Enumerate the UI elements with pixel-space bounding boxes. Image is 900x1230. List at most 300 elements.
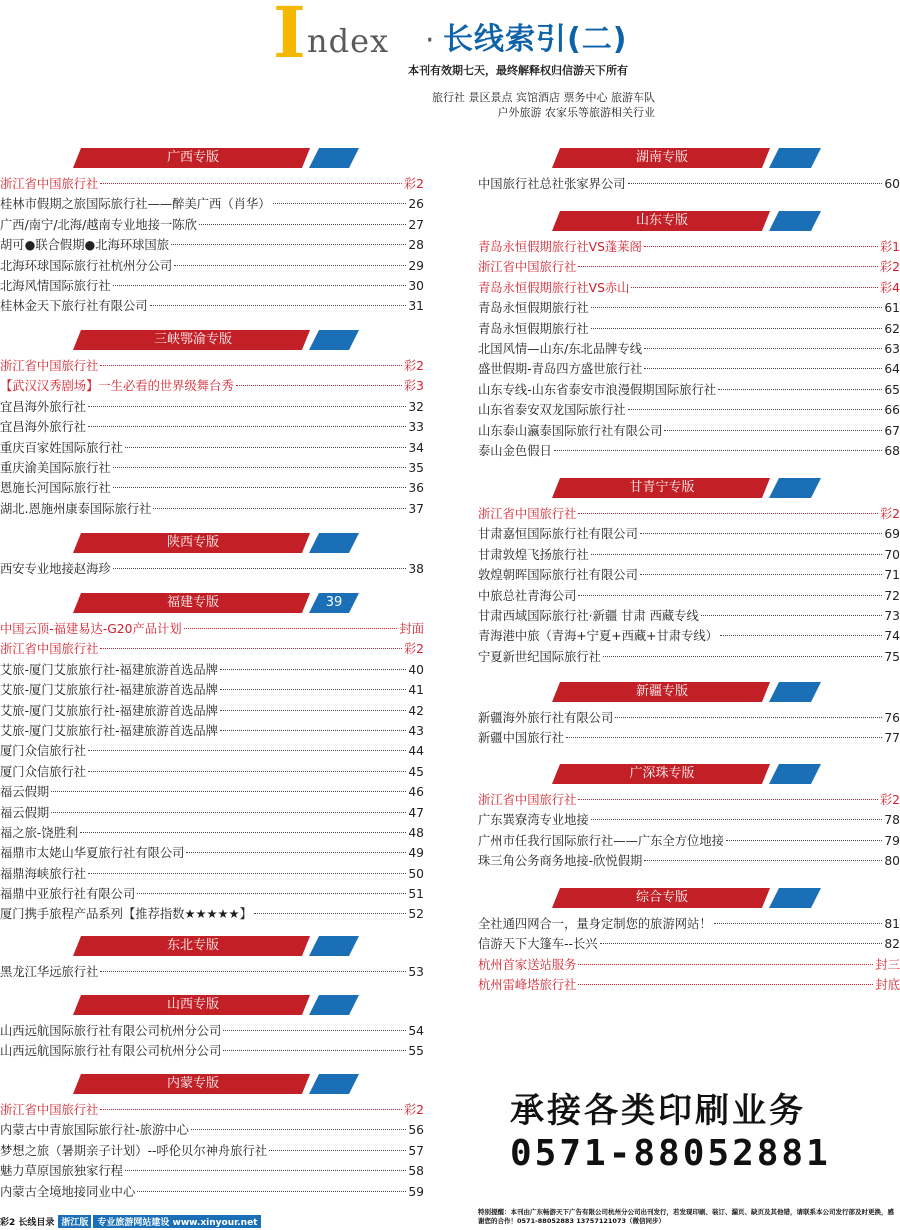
entry-page: 80 (884, 854, 900, 869)
entry-leader-dots (718, 389, 882, 390)
entry-page: 77 (884, 731, 900, 746)
entry-leader-dots (88, 873, 406, 874)
entry-leader-dots (100, 183, 401, 184)
entry-page: 76 (884, 711, 900, 725)
entry-title: 新疆海外旅行社有限公司 (478, 711, 614, 725)
index-entry[interactable] (478, 380, 900, 400)
entry-page: 彩1 (879, 240, 900, 254)
index-entry[interactable] (478, 708, 900, 728)
section-title: 山东专版 (635, 213, 688, 228)
section-banner (478, 478, 900, 498)
entry-page: 82 (884, 937, 900, 952)
entry-page: 33 (408, 420, 424, 435)
entry-page: 彩2 (879, 260, 900, 275)
entry-title: 广州市任我行国际旅行社——广东全方位地接 (478, 833, 724, 848)
entry-title: 厦门携手旅程产品系列【推荐指数★★★★★】 (0, 907, 252, 922)
entry-leader-dots (578, 964, 873, 965)
index-entry[interactable] (478, 647, 900, 667)
entry-title: 珠三角公务商务地接-欣悦假期 (478, 854, 643, 869)
entry-title: 信游天下大篷车--长兴 (478, 937, 598, 952)
entry-leader-dots (726, 840, 882, 841)
banner-blue-tab (309, 936, 359, 956)
banner-blue-tab (769, 682, 821, 702)
section-title: 广深珠专版 (629, 766, 695, 781)
entry-leader-dots (100, 1109, 401, 1110)
entry-leader-dots (153, 508, 406, 509)
entry-title: 魅力草原国旅独家行程 (0, 1164, 123, 1179)
section (0, 1074, 424, 1202)
section-title: 福建专版 (166, 595, 219, 610)
entry-page: 封底 (875, 978, 900, 993)
footer-page-label: 彩2 长线目录 (0, 1217, 55, 1228)
section-banner (478, 682, 900, 702)
entry-page: 彩2 (403, 1103, 424, 1117)
entry-page: 彩2 (403, 359, 424, 373)
entry-title: 厦门众信旅行社 (0, 744, 87, 759)
entry-leader-dots (600, 943, 883, 944)
index-entry[interactable] (0, 376, 424, 396)
entry-title: 北海环球国际旅行社杭州分公司 (0, 258, 173, 273)
entry-title: 艾旅-厦门艾旅旅行社-福建旅游首选品牌 (0, 703, 218, 718)
entry-title: 福鼎海峡旅行社 (0, 866, 87, 881)
section (478, 764, 900, 872)
section-title: 广西专版 (166, 150, 219, 165)
section-banner (478, 211, 900, 231)
entry-leader-dots (220, 710, 406, 711)
entry-page: 彩2 (403, 642, 424, 657)
entry-leader-dots (664, 430, 882, 431)
entry-title: 北海风情国际旅行社 (0, 278, 111, 293)
entry-title: 【武汉汉秀剧场】一生必看的世界级舞台秀 (0, 379, 234, 394)
section-title: 山西专版 (166, 997, 219, 1012)
index-entry[interactable] (0, 559, 424, 579)
entry-leader-dots (236, 385, 402, 386)
entry-leader-dots (88, 750, 406, 751)
logo-dot: · (425, 23, 435, 58)
entry-leader-dots (640, 574, 882, 575)
entry-title: 盛世假期-青岛四方盛世旅行社 (478, 362, 643, 377)
entry-leader-dots (88, 771, 406, 772)
banner-blue-tab (769, 148, 821, 168)
section (0, 593, 424, 925)
section-title: 湖南专版 (635, 150, 688, 165)
index-entry[interactable] (0, 680, 424, 700)
entry-leader-dots (51, 791, 406, 792)
index-entry[interactable] (478, 851, 900, 871)
entry-leader-dots (137, 893, 406, 894)
ad-headline: 承接各类印刷业务 (510, 1091, 806, 1131)
entry-leader-dots (113, 487, 407, 488)
entry-leader-dots (628, 183, 883, 184)
banner-blue-tab (309, 995, 359, 1015)
entry-title: 浙江省中国旅行社 (478, 793, 577, 807)
section (478, 888, 900, 996)
entry-title: 福之旅-饶胜利 (0, 825, 79, 840)
entry-leader-dots (191, 1129, 406, 1130)
index-entry[interactable] (0, 1120, 424, 1140)
banner-blue-tab (769, 888, 821, 908)
entry-title: 胡可●联合假期●北海环球国旅 (0, 238, 170, 253)
entry-leader-dots (186, 852, 406, 853)
entry-title: 福云假期 (0, 785, 50, 800)
entry-title: 浙江省中国旅行社 (478, 507, 577, 521)
entry-title: 桂林金天下旅行社有限公司 (0, 299, 148, 314)
entry-leader-dots (566, 737, 882, 738)
entry-page: 彩2 (403, 177, 424, 191)
entry-page: 29 (408, 258, 424, 273)
index-entry[interactable] (0, 174, 424, 194)
index-entry[interactable] (478, 278, 900, 298)
index-entry[interactable] (478, 914, 900, 934)
entry-title: 梦想之旅（暑期亲子计划）--呼伦贝尔神舟旅行社 (0, 1143, 268, 1158)
entry-title: 北国风情—山东/东北品牌专线 (478, 341, 643, 356)
index-entry[interactable] (478, 728, 900, 748)
entry-title: 山西远航国际旅行社有限公司杭州分公司 (0, 1024, 222, 1038)
index-entry[interactable] (0, 438, 424, 458)
index-entry[interactable] (0, 619, 424, 639)
index-entry[interactable] (0, 1182, 424, 1202)
index-entry[interactable] (0, 1100, 424, 1120)
index-entry[interactable] (0, 701, 424, 721)
index-entry[interactable] (478, 545, 900, 565)
banner-blue-tab (769, 478, 821, 498)
entry-title: 青岛永恒假期旅行社VS赤山 (478, 280, 630, 295)
index-entry[interactable] (478, 524, 900, 544)
entry-page: 72 (884, 588, 900, 603)
entry-page: 46 (408, 785, 424, 800)
entry-leader-dots (578, 799, 877, 800)
entry-leader-dots (220, 730, 406, 731)
entry-leader-dots (644, 246, 878, 247)
section-banner (478, 148, 900, 168)
entry-page: 71 (884, 568, 900, 583)
entry-title: 中国旅行社总社张家界公司 (478, 177, 626, 191)
index-entry[interactable] (0, 803, 424, 823)
index-entry[interactable] (0, 762, 424, 782)
index-entry[interactable] (478, 790, 900, 810)
index-entry[interactable] (0, 478, 424, 498)
index-entry[interactable] (0, 904, 424, 924)
index-entry[interactable] (478, 257, 900, 277)
entry-leader-dots (720, 635, 882, 636)
entry-title: 黑龙江华远旅行社 (0, 965, 99, 979)
index-entry[interactable] (0, 639, 424, 659)
index-entry[interactable] (0, 397, 424, 417)
entry-page: 48 (408, 825, 424, 840)
section-banner (478, 764, 900, 784)
entry-page: 52 (408, 907, 424, 922)
index-entry[interactable] (478, 237, 900, 257)
entry-page: 34 (408, 440, 424, 455)
section-title: 东北专版 (166, 938, 219, 953)
section-banner (0, 593, 424, 613)
entry-title: 中旅总社青海公司 (478, 588, 577, 603)
entry-leader-dots (223, 1030, 406, 1031)
entry-page: 78 (884, 813, 900, 828)
index-entry[interactable] (478, 934, 900, 954)
entry-leader-dots (125, 447, 406, 448)
banner-blue-tab (769, 764, 821, 784)
index-entry[interactable] (0, 1141, 424, 1161)
index-entry[interactable] (0, 296, 424, 316)
index-entry[interactable] (478, 831, 900, 851)
entry-leader-dots (269, 1150, 406, 1151)
entry-title: 泰山金色假日 (478, 443, 552, 458)
entry-title: 内蒙古中青旅国际旅行社-旅游中心 (0, 1123, 189, 1138)
entry-title: 宜昌海外旅行社 (0, 399, 87, 414)
entry-leader-dots (171, 244, 406, 245)
entry-title: 重庆百家姓国际旅行社 (0, 440, 123, 455)
entry-title: 青岛永恒假期旅行社VS蓬莱阁 (478, 240, 642, 254)
index-entry[interactable] (478, 586, 900, 606)
entry-leader-dots (220, 669, 406, 670)
entry-title: 宁夏新世纪国际旅行社 (478, 649, 601, 664)
entry-leader-dots (578, 595, 882, 596)
index-entry[interactable] (0, 884, 424, 904)
entry-page: 47 (408, 805, 424, 820)
index-entry[interactable] (0, 417, 424, 437)
entry-page: 60 (884, 177, 900, 191)
entry-title: 中国云顶-福建易达-G20产品计划 (0, 622, 182, 636)
entry-page: 彩2 (879, 793, 900, 807)
entry-page: 封三 (875, 957, 900, 972)
index-entry[interactable] (0, 256, 424, 276)
entry-leader-dots (174, 265, 406, 266)
index-entry[interactable] (478, 298, 900, 318)
entry-page: 56 (408, 1123, 424, 1138)
entry-title: 浙江省中国旅行社 (0, 359, 99, 373)
index-entry[interactable] (0, 660, 424, 680)
ad-phone: 0571-88052881 (510, 1133, 831, 1174)
index-entry[interactable] (478, 810, 900, 830)
section-title: 新疆专版 (635, 684, 688, 699)
entry-page: 28 (408, 238, 424, 253)
entry-title: 浙江省中国旅行社 (0, 177, 99, 191)
entry-title: 甘肃西域国际旅行社·新疆 甘肃 西藏专线 (478, 608, 699, 623)
index-entry[interactable] (478, 626, 900, 646)
section-title: 甘青宁专版 (629, 480, 695, 495)
section-banner (0, 1074, 424, 1094)
entry-title: 重庆渝美国际旅行社 (0, 460, 111, 475)
index-entry[interactable] (478, 174, 900, 194)
entry-page: 70 (884, 547, 900, 562)
entry-page: 73 (884, 608, 900, 623)
index-entry[interactable] (0, 458, 424, 478)
index-entry[interactable] (478, 504, 900, 524)
entry-page: 55 (408, 1044, 424, 1059)
entry-leader-dots (554, 450, 883, 451)
entry-title: 福鼎中亚旅行社有限公司 (0, 887, 136, 902)
index-entry[interactable] (478, 400, 900, 420)
index-entry[interactable] (478, 955, 900, 975)
entry-leader-dots (113, 568, 407, 569)
index-entry[interactable] (0, 721, 424, 741)
entry-title: 山东泰山瀛泰国际旅行社有限公司 (478, 423, 663, 438)
index-entry[interactable] (478, 319, 900, 339)
index-entry[interactable] (478, 606, 900, 626)
entry-page: 62 (884, 321, 900, 336)
entry-leader-dots (88, 426, 406, 427)
entry-page: 74 (884, 629, 900, 644)
entry-leader-dots (615, 717, 882, 718)
section (0, 936, 424, 982)
entry-leader-dots (100, 365, 401, 366)
index-entry[interactable] (0, 741, 424, 761)
entry-page: 79 (884, 833, 900, 848)
index-entry[interactable] (0, 194, 424, 214)
entry-page: 58 (408, 1164, 424, 1179)
index-entry[interactable] (478, 421, 900, 441)
section (478, 148, 900, 194)
index-entry[interactable] (478, 339, 900, 359)
section-banner (0, 533, 424, 553)
entry-page: 彩2 (879, 507, 900, 521)
entry-page: 64 (884, 362, 900, 377)
entry-page: 35 (408, 460, 424, 475)
entry-title: 浙江省中国旅行社 (478, 260, 577, 275)
entry-page: 37 (408, 501, 424, 516)
index-entry[interactable] (0, 843, 424, 863)
entry-page: 51 (408, 887, 424, 902)
banner-blue-tab (309, 330, 359, 350)
entry-title: 恩施长河国际旅行社 (0, 481, 111, 496)
entry-leader-dots (603, 656, 882, 657)
index-entry[interactable] (0, 235, 424, 255)
section-title: 三峡鄂渝专版 (153, 332, 232, 347)
index-entry[interactable] (0, 215, 424, 235)
index-entry[interactable] (0, 276, 424, 296)
entry-title: 福云假期 (0, 805, 50, 820)
section-banner (0, 330, 424, 350)
entry-page: 31 (408, 299, 424, 314)
entry-leader-dots (578, 984, 873, 985)
index-entry[interactable] (478, 441, 900, 461)
entry-leader-dots (644, 368, 882, 369)
entry-title: 新疆中国旅行社 (478, 731, 565, 746)
entry-leader-dots (578, 513, 877, 514)
logo-letter-i: I (273, 0, 306, 74)
entry-page: 32 (408, 399, 424, 414)
entry-leader-dots (591, 819, 883, 820)
entry-leader-dots (51, 812, 406, 813)
entry-leader-dots (113, 285, 407, 286)
entry-title: 山东专线-山东省泰安市浪漫假期国际旅行社 (478, 382, 717, 397)
index-entry[interactable] (478, 975, 900, 995)
entry-page: 75 (884, 649, 900, 664)
entry-title: 内蒙古全境地接同业中心 (0, 1184, 136, 1199)
index-entry[interactable] (0, 499, 424, 519)
category-line-2: 户外旅游 农家乐等旅游相关行业 (497, 106, 655, 119)
section (0, 533, 424, 579)
entry-leader-dots (223, 1050, 406, 1051)
entry-page: 42 (408, 703, 424, 718)
entry-title: 全社通四网合一，量身定制您的旅游网站！ (478, 917, 712, 931)
section-banner (0, 995, 424, 1015)
index-entry[interactable] (0, 782, 424, 802)
entry-page: 彩4 (879, 280, 900, 295)
validity-notice: 本刊有效期七天，最终解释权归信游天下所有 (408, 64, 628, 77)
entry-title: 广东巽寮湾专业地接 (478, 813, 589, 828)
entry-page: 44 (408, 744, 424, 759)
entry-title: 青岛永恒假期旅行社 (478, 301, 589, 316)
entry-title: 福鼎市太姥山华夏旅行社有限公司 (0, 846, 185, 861)
entry-page: 63 (884, 341, 900, 356)
entry-page: 68 (884, 443, 900, 458)
entry-title: 厦门众信旅行社 (0, 764, 87, 779)
banner-blue-tab (309, 1074, 359, 1094)
banner-blue-tab (769, 211, 821, 231)
entry-leader-dots (578, 266, 877, 267)
entry-page: 40 (408, 662, 424, 677)
entry-leader-dots (628, 409, 883, 410)
entry-page: 49 (408, 846, 424, 861)
index-entry[interactable] (0, 1161, 424, 1181)
entry-page: 54 (408, 1024, 424, 1038)
entry-page: 57 (408, 1143, 424, 1158)
index-entry[interactable] (0, 356, 424, 376)
entry-leader-dots (100, 648, 401, 649)
section-banner (0, 936, 424, 956)
section (478, 682, 900, 749)
entry-leader-dots (184, 628, 398, 629)
section-title: 陕西专版 (166, 535, 219, 550)
index-entry[interactable] (0, 864, 424, 884)
entry-leader-dots (113, 467, 407, 468)
entry-page: 67 (884, 423, 900, 438)
index-entry[interactable] (478, 565, 900, 585)
entry-leader-dots (701, 615, 883, 616)
entry-page: 38 (408, 562, 424, 576)
index-entry[interactable] (0, 1041, 424, 1061)
entry-page: 27 (408, 217, 424, 232)
entry-leader-dots (199, 224, 406, 225)
entry-title: 山东省泰安双龙国际旅行社 (478, 403, 626, 418)
section (0, 148, 424, 317)
section (478, 478, 900, 667)
index-entry[interactable] (478, 359, 900, 379)
fine-print: 特别提醒：本刊由广东畅游天下广告有限公司杭州分公司出刊发行，若发现印刷、装订、漏页、缺页及其他错，请联系本公司发行部及时更换，感谢您的合作！0571-88052883 13757121073（微信同步） (478, 1208, 894, 1225)
entry-leader-dots (640, 533, 882, 534)
entry-page: 30 (408, 278, 424, 293)
entry-leader-dots (591, 554, 883, 555)
entry-leader-dots (631, 287, 877, 288)
entry-page: 41 (408, 683, 424, 698)
entry-leader-dots (644, 860, 882, 861)
section-title: 综合专版 (635, 890, 688, 905)
entry-page: 45 (408, 764, 424, 779)
banner-blue-tab (309, 148, 359, 168)
entry-title: 浙江省中国旅行社 (0, 642, 99, 657)
banner-blue-tab (309, 533, 359, 553)
index-entry[interactable] (0, 823, 424, 843)
entry-title: 桂林市假期之旅国际旅行社——醉美广西（肖华） (0, 197, 271, 212)
entry-leader-dots (591, 328, 883, 329)
entry-page: 81 (884, 917, 900, 931)
entry-leader-dots (100, 971, 406, 972)
entry-title: 青岛永恒假期旅行社 (478, 321, 589, 336)
section-title: 内蒙专版 (166, 1076, 219, 1091)
printing-ad (510, 1090, 890, 1176)
footer-slogan: 专业旅游网站建设 www.xinyour.net (93, 1215, 261, 1228)
entry-leader-dots (137, 1191, 406, 1192)
entry-title: 广西/南宁/北海/越南专业地接一陈欣 (0, 217, 197, 232)
entry-title: 艾旅-厦门艾旅旅行社-福建旅游首选品牌 (0, 683, 218, 698)
index-entry[interactable] (0, 962, 424, 982)
entry-page: 69 (884, 527, 900, 542)
entry-page: 43 (408, 723, 424, 738)
entry-leader-dots (80, 832, 406, 833)
index-entry[interactable] (0, 1021, 424, 1041)
